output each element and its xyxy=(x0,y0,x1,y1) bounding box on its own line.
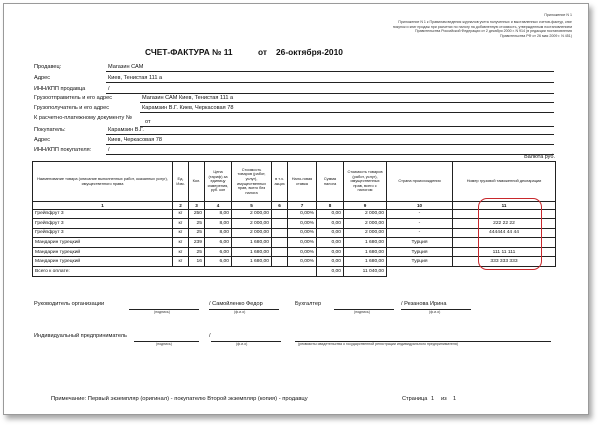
table-header-row xyxy=(33,162,556,202)
table-cell: 0,00 xyxy=(317,247,344,257)
header-note-line: Правительства РФ от 26 мая 2009 г. N 451) xyxy=(500,33,572,38)
column-header: Нало-говая ставка xyxy=(288,162,317,202)
table-cell: 6,00 xyxy=(205,238,232,248)
table-cell: 1 680,00 xyxy=(232,257,272,267)
column-header: Кол. xyxy=(189,162,205,202)
head-name: / Самойленко Федор xyxy=(209,301,263,307)
table-cell xyxy=(272,247,288,257)
table-cell xyxy=(272,228,288,238)
table-cell xyxy=(272,238,288,248)
buyer-inn-label: ИНН/КПП покупателя: xyxy=(34,147,92,153)
table-cell: 2 000,00 xyxy=(232,209,272,219)
buyer-address-value: Киев, Черкасовая 78 xyxy=(108,137,163,143)
column-number: 10 xyxy=(387,202,453,210)
table-cell: 239 xyxy=(189,238,205,248)
header-note-line: Приложение N 1 xyxy=(544,13,572,17)
column-header: Наименование товара (описание выполненных работ, оказанных услуг), имущественного права xyxy=(33,162,173,202)
table-cell: 0,00 xyxy=(317,228,344,238)
invoice-page xyxy=(3,3,589,415)
table-cell: 1 680,00 xyxy=(344,238,387,248)
seller-inn-value: / xyxy=(108,86,110,92)
head-sign-caption: (подпись) xyxy=(154,310,170,314)
head-label: Руководитель организации xyxy=(34,301,105,307)
column-number: 7 xyxy=(288,202,317,210)
certificate-caption: (реквизиты свидетельства о государственной регистрации индивидуального предпринимателя) xyxy=(298,342,458,346)
invoice-date-prefix: от xyxy=(258,47,268,57)
buyer-inn-value: / xyxy=(108,147,110,153)
entrepreneur-fio-caption: (ф.и.о) xyxy=(236,342,248,346)
accountant-fio-caption: (ф.и.о) xyxy=(429,310,441,314)
table-cell: 0,00% xyxy=(288,219,317,229)
invoice-title: СЧЕТ-ФАКТУРА № 11 xyxy=(145,47,233,57)
table-cell: кг xyxy=(173,257,189,267)
column-number: 3 xyxy=(189,202,205,210)
invoice-date: 26-октября-2010 xyxy=(276,47,343,57)
table-cell: 0,00% xyxy=(288,238,317,248)
currency-label: Валюта руб. xyxy=(524,154,555,160)
column-header: Сумма налога xyxy=(317,162,344,202)
footer-note: Примечание: Первый экземпляр (оригинал) - покупателю Второй экземпляр (копия) - продавцу xyxy=(51,396,308,402)
table-cell xyxy=(272,209,288,219)
buyer-value: Карамзин В.Г. xyxy=(108,127,144,133)
table-cell: 1 680,00 xyxy=(232,238,272,248)
column-header: Цена (тариф) за единицу измерения, руб. коп xyxy=(205,162,232,202)
shipper-line xyxy=(140,102,554,103)
column-header: Стоимость товаров (работ, услуг), имущественных прав, всего без налога xyxy=(232,162,272,202)
table-cell xyxy=(272,257,288,267)
total-empty-cell xyxy=(387,267,453,277)
table-cell: - xyxy=(387,209,453,219)
buyer-inn-line xyxy=(106,154,554,155)
table-cell: 1 680,00 xyxy=(232,247,272,257)
table-cell: 0,00 xyxy=(317,209,344,219)
header-note xyxy=(393,13,572,38)
table-cell: Мандарин турецкий xyxy=(33,257,173,267)
seller-address-value: Киев, Тенистая 111 а xyxy=(108,75,163,81)
table-cell: Турция xyxy=(387,247,453,257)
table-cell: 25 xyxy=(189,228,205,238)
table-cell: кг xyxy=(173,219,189,229)
consignee-line xyxy=(140,112,554,113)
table-cell: 2 000,00 xyxy=(344,219,387,229)
seller-inn-label: ИНН/КПП продавца xyxy=(34,86,86,92)
table-cell: 25 xyxy=(189,219,205,229)
table-cell: Мандарин турецкий xyxy=(33,238,173,248)
table-cell: 8,00 xyxy=(205,228,232,238)
column-number: 8 xyxy=(317,202,344,210)
table-cell: Грейпфрут 3 xyxy=(33,209,173,219)
table-cell: кг xyxy=(173,247,189,257)
consignee-label: Грузополучатель и его адрес xyxy=(34,105,110,111)
table-cell: 0,00% xyxy=(288,257,317,267)
payment-doc-label: К расчетно-платежному документу № xyxy=(34,115,132,121)
page-of-label: из xyxy=(441,396,447,402)
table-cell: 333 333 333 xyxy=(453,257,556,267)
table-cell: 16 xyxy=(189,257,205,267)
seller-address-label: Адрес xyxy=(34,75,51,81)
column-number: 2 xyxy=(173,202,189,210)
table-cell: 0,00 xyxy=(317,257,344,267)
table-cell: 0,00% xyxy=(288,228,317,238)
table-cell: 250 xyxy=(189,209,205,219)
table-cell: 1 680,00 xyxy=(344,247,387,257)
table-cell: 25 xyxy=(189,247,205,257)
table-cell: 6,00 xyxy=(205,247,232,257)
column-number: 4 xyxy=(205,202,232,210)
entrepreneur-label: Индивидуальный предприниматель xyxy=(34,333,127,339)
column-header: Номер грузовой таможенной декларации xyxy=(453,162,556,202)
column-header: в т.ч. акциз xyxy=(272,162,288,202)
column-header: Стоимость товаров (работ, услуг), имущественных прав, всего с налогом xyxy=(344,162,387,202)
table-cell: 8,00 xyxy=(205,219,232,229)
table-cell: Турция xyxy=(387,257,453,267)
column-header: Страна происхождения xyxy=(387,162,453,202)
column-header: Ед. Изм. xyxy=(173,162,189,202)
column-number: 6 xyxy=(272,202,288,210)
buyer-label: Покупатель: xyxy=(34,127,66,133)
seller-inn-line xyxy=(106,93,554,94)
column-number: 9 xyxy=(344,202,387,210)
shipper-label: Грузоотправитель и его адрес xyxy=(34,95,112,101)
payment-doc-value: от xyxy=(145,119,151,125)
total-sum: 11 040,00 xyxy=(344,267,387,277)
table-cell: Мандарин турецкий xyxy=(33,247,173,257)
header-note-line: Правительства Российской Федерации от 2 декабря 2000 г. N 914 (в редакции постановления xyxy=(414,29,572,34)
table-cell: Грейпфрут 3 xyxy=(33,228,173,238)
table-cell: Турция xyxy=(387,238,453,248)
buyer-address-line xyxy=(106,144,554,145)
seller-value: Магазин САМ xyxy=(108,64,144,70)
entrepreneur-slash: / xyxy=(209,333,211,339)
table-cell: - xyxy=(387,228,453,238)
table-cell: Грейпфрут 3 xyxy=(33,219,173,229)
page-label: Страница xyxy=(402,396,428,402)
table-cell: 222 22 22 xyxy=(453,219,556,229)
table-cell: 2 000,00 xyxy=(232,219,272,229)
table-cell: 6,00 xyxy=(205,257,232,267)
table-cell: 2 000,00 xyxy=(344,228,387,238)
table-cell: 444444 44 44 xyxy=(453,228,556,238)
consignee-value: Карамзин В.Г. Киев, Черкасовая 78 xyxy=(142,105,234,111)
column-number: 11 xyxy=(453,202,556,210)
buyer-address-label: Адрес xyxy=(34,137,51,143)
column-number: 1 xyxy=(33,202,173,210)
table-cell: кг xyxy=(173,238,189,248)
buyer-line xyxy=(106,134,554,135)
table-cell: кг xyxy=(173,209,189,219)
seller-label: Продавец: xyxy=(34,64,62,70)
payment-doc-line xyxy=(140,126,554,127)
accountant-sign-caption: (подпись) xyxy=(354,310,370,314)
column-number: 5 xyxy=(232,202,272,210)
accountant-label: Бухгалтер xyxy=(295,301,322,307)
table-cell: 2 000,00 xyxy=(344,209,387,219)
table-cell: - xyxy=(387,219,453,229)
highlight-annotation xyxy=(478,198,542,270)
table-cell: 0,00 xyxy=(317,219,344,229)
page-total: 1 xyxy=(453,396,457,402)
header-note-line: покупок и книг продаж при расчетах по налогу на добавленную стоимость, утвержденным постановлением xyxy=(392,24,572,29)
total-label: Всего к оплате: xyxy=(33,267,317,277)
table-cell: 111 11 111 xyxy=(453,247,556,257)
seller-line xyxy=(106,71,554,72)
table-cell: 2 000,00 xyxy=(232,228,272,238)
total-row xyxy=(33,267,556,277)
table-cell xyxy=(272,219,288,229)
entrepreneur-sign-caption: (подпись) xyxy=(156,342,172,346)
header-note-line: Приложение N 1 к Правилам ведения журналов учета полученных и выставленных счетов-фактур, книг xyxy=(398,20,572,25)
total-tax: 0,00 xyxy=(317,267,344,277)
table-cell: 1 680,00 xyxy=(344,257,387,267)
table-cell: кг xyxy=(173,228,189,238)
table-cell: 0,00% xyxy=(288,247,317,257)
page-number: 1 xyxy=(431,396,435,402)
head-fio-caption: (ф.и.о) xyxy=(234,310,246,314)
table-cell: 0,00 xyxy=(317,238,344,248)
accountant-name: / Резанова Ирина xyxy=(401,301,447,307)
seller-address-line xyxy=(106,82,554,83)
table-cell: 8,00 xyxy=(205,209,232,219)
shipper-value: Магазин САМ Киев, Тенистая 111 а xyxy=(142,95,234,101)
table-cell: 0,00% xyxy=(288,209,317,219)
